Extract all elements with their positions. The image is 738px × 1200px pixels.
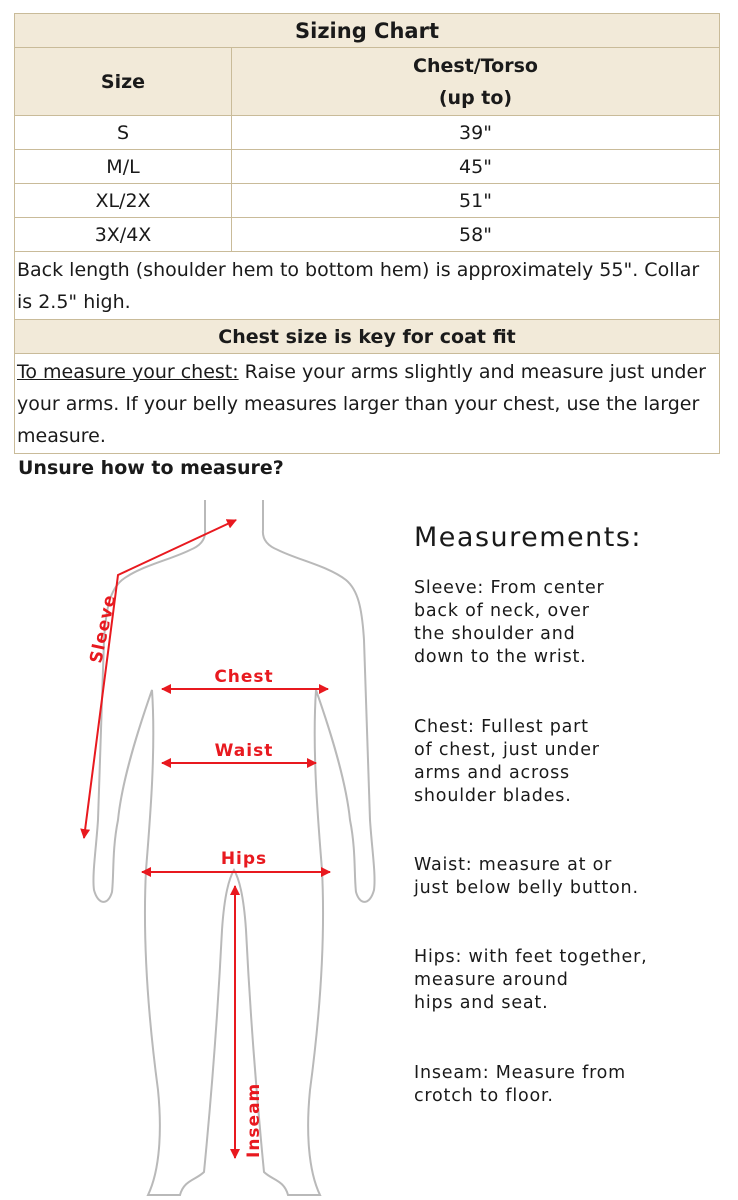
measurement-line: shoulder blades. [414, 786, 572, 806]
chest-key-heading: Chest size is key for coat fit [15, 320, 720, 354]
measurement-line: down to the wrist. [414, 647, 587, 667]
size-cell: M/L [15, 150, 232, 184]
measurement-sleeve [414, 577, 605, 669]
unsure-heading: Unsure how to measure? [18, 457, 284, 479]
measurement-line: Hips: with feet together, [414, 947, 648, 967]
back-length-note: Back length (shoulder hem to bottom hem) is approximately 55". Collar is 2.5" high. [15, 252, 720, 320]
table-row [15, 150, 720, 184]
measure-label: To measure your chest: [17, 361, 239, 383]
waist-label: Waist [214, 741, 274, 761]
table-row [15, 116, 720, 150]
size-cell: XL/2X [15, 184, 232, 218]
measurement-line: Inseam: Measure from [414, 1063, 627, 1083]
body-measurement-diagram [0, 490, 738, 1200]
sleeve-label: Sleeve [86, 592, 121, 666]
measure-text: Raise your arms slightly and measure just under your arms. If your belly measures larger than your chest, use the larger measure. [17, 361, 706, 447]
sleeve-arrow [84, 520, 236, 838]
measurement-line: the shoulder and [414, 624, 576, 644]
sizing-chart-table [14, 13, 720, 454]
chest-cell: 45" [232, 150, 720, 184]
measurement-line: just below belly button. [414, 878, 639, 898]
measurement-line: hips and seat. [414, 993, 549, 1013]
measurement-hips [414, 946, 647, 1015]
table-title: Sizing Chart [15, 14, 720, 48]
column-header-chest-line1: Chest/Torso [413, 54, 538, 77]
measurement-line: back of neck, over [414, 601, 590, 621]
table-row [15, 218, 720, 252]
measurement-chest [414, 716, 600, 808]
measurement-line: arms and across [414, 763, 570, 783]
measurement-line: Chest: Fullest part [414, 717, 589, 737]
column-header-size: Size [15, 48, 232, 116]
chest-cell: 51" [232, 184, 720, 218]
measurement-waist [414, 854, 639, 900]
size-cell: S [15, 116, 232, 150]
measurements-title: Measurements: [414, 522, 643, 553]
measurement-line: measure around [414, 970, 569, 990]
chest-cell: 58" [232, 218, 720, 252]
measurement-line: crotch to floor. [414, 1086, 554, 1106]
measurement-inseam [414, 1062, 626, 1108]
inseam-label: Inseam [244, 1082, 264, 1158]
measurement-line: Sleeve: From center [414, 578, 605, 598]
hips-label: Hips [220, 849, 268, 869]
measurement-line: Waist: measure at or [414, 855, 613, 875]
chest-cell: 39" [232, 116, 720, 150]
measure-instructions [15, 354, 720, 454]
size-cell: 3X/4X [15, 218, 232, 252]
table-row [15, 184, 720, 218]
measurement-line: of chest, just under [414, 740, 600, 760]
column-header-chest [232, 48, 720, 116]
column-header-chest-line2: (up to) [438, 86, 513, 109]
chest-label: Chest [214, 667, 274, 687]
